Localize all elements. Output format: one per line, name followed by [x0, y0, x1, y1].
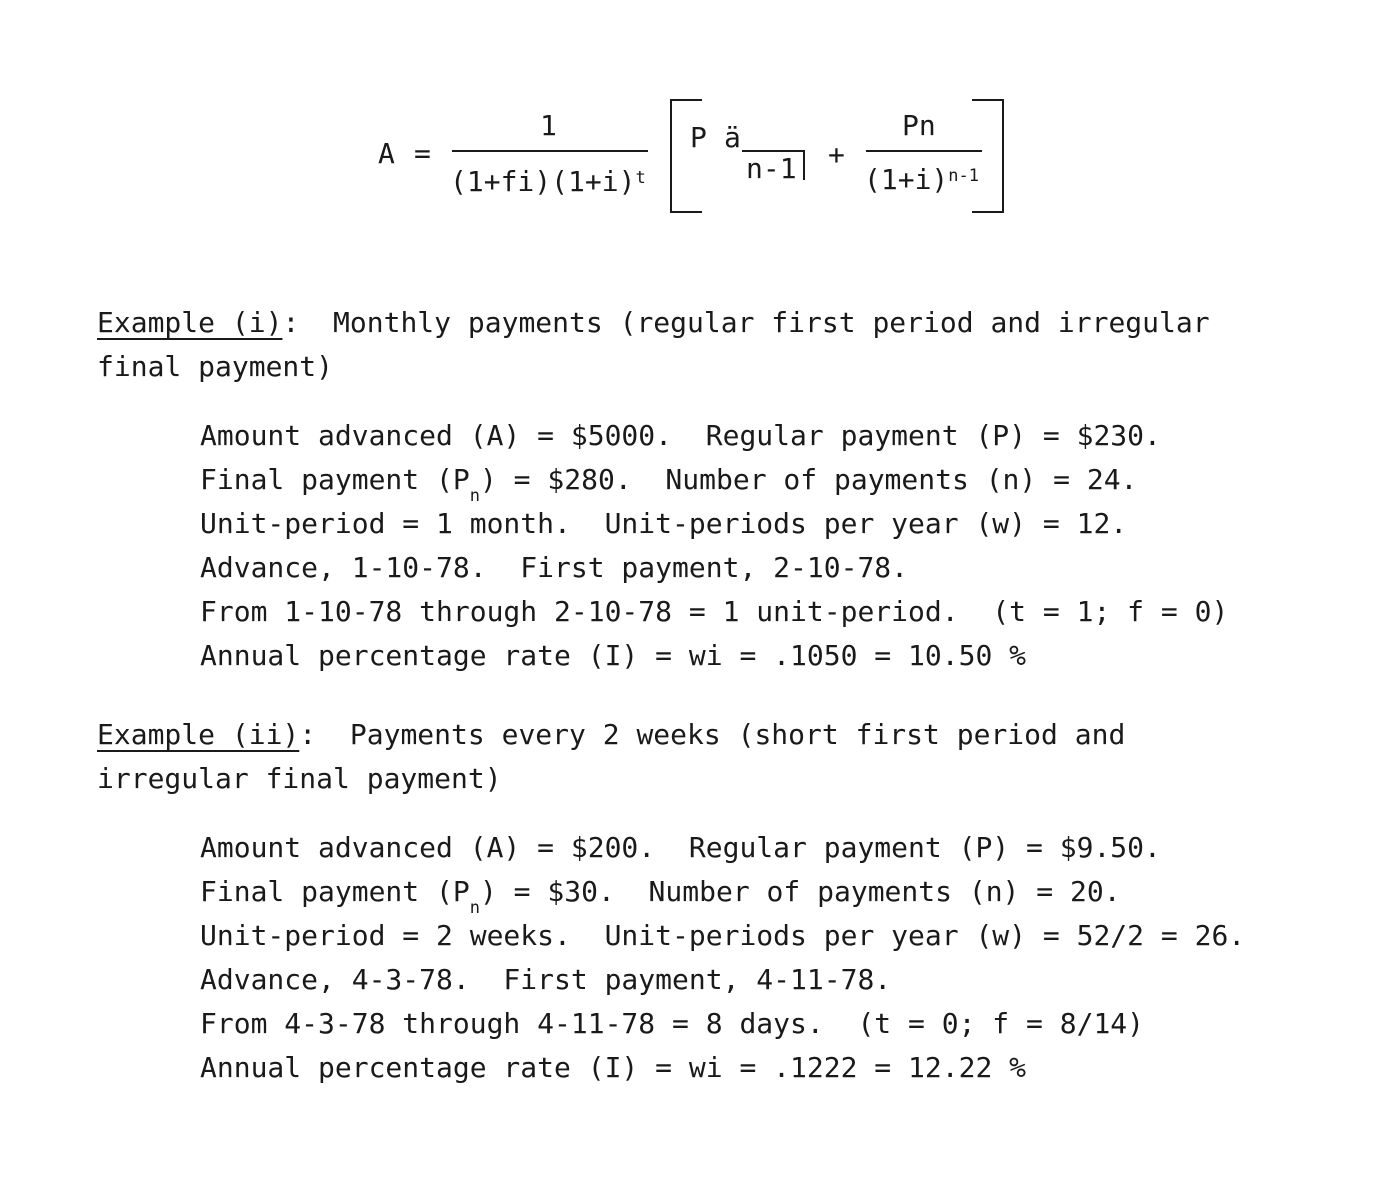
right-bracket: [1002, 99, 1004, 213]
fraction2-numerator: Pn: [902, 109, 936, 142]
fraction1-exponent: t: [635, 168, 646, 188]
left-bracket-bottom: [670, 211, 702, 213]
example-1-line-final-payment: Final payment $(P_n)$ = $280. Number of payments (n) = 24.: [200, 463, 1138, 506]
example-2-line-from: From 4-3-78 through 4-11-78 = 8 days. (t = 0; f = 8/14): [200, 1007, 1145, 1040]
fraction2-exponent: n-1: [948, 166, 980, 186]
fraction1-denominator: $(1+fi)(1+i)^t$: [450, 165, 646, 198]
formula-p: P: [690, 121, 707, 154]
example-2-line-amount: Amount advanced (A) = $200. Regular payment (P) = $9.50.: [200, 831, 1161, 864]
example-1-line-apr: Annual percentage rate (I) = wi = .1050 = 10.50 %: [200, 639, 1027, 672]
annuity-angle-side: [803, 150, 805, 180]
example-2-label: Example (ii): [97, 718, 300, 751]
example-1-heading: Example (i): Monthly payments (regular first period and irregular: [97, 306, 1210, 339]
example-1-heading-line2: final payment): [97, 350, 334, 383]
example-1-line-unit-period: Unit-period = 1 month. Unit-periods per year (w) = 12.: [200, 507, 1128, 540]
annuity-subscript: n-1: [746, 152, 797, 185]
formula-lhs: A: [378, 137, 395, 170]
fraction2-denominator: $(1+i)^{n-1}$: [864, 163, 980, 196]
example-2-line-unit-period: Unit-period = 2 weeks. Unit-periods per year (w) = 52/2 = 26.: [200, 919, 1246, 952]
example-2-line-final-payment: Final payment $(P_n)$ = $30. Number of payments (n) = 20.: [200, 875, 1121, 918]
example-2-heading-line2: irregular final payment): [97, 762, 502, 795]
fraction1-numerator: 1: [540, 109, 557, 142]
fraction2-bar: [866, 150, 982, 152]
formula-plus: +: [828, 138, 845, 171]
example-1-label: Example (i): [97, 306, 283, 339]
example-1-line-advance: Advance, 1-10-78. First payment, 2-10-78.: [200, 551, 909, 584]
annuity-symbol: ä: [724, 121, 741, 154]
example-2-line-advance: Advance, 4-3-78. First payment, 4-11-78.: [200, 963, 892, 996]
example-2-line-apr: Annual percentage rate (I) = wi = .1222 = 12.22 %: [200, 1051, 1027, 1084]
formula-equals: =: [414, 137, 431, 170]
right-bracket-top: [972, 99, 1004, 101]
right-bracket-bottom: [972, 211, 1004, 213]
example-1-line-amount: Amount advanced (A) = $5000. Regular payment (P) = $230.: [200, 419, 1161, 452]
example-2-heading: Example (ii): Payments every 2 weeks (short first period and: [97, 718, 1126, 751]
example-1-line-from: From 1-10-78 through 2-10-78 = 1 unit-period. (t = 1; f = 0): [200, 595, 1229, 628]
left-bracket: [670, 99, 672, 213]
left-bracket-top: [670, 99, 702, 101]
fraction1-bar: [452, 150, 648, 152]
